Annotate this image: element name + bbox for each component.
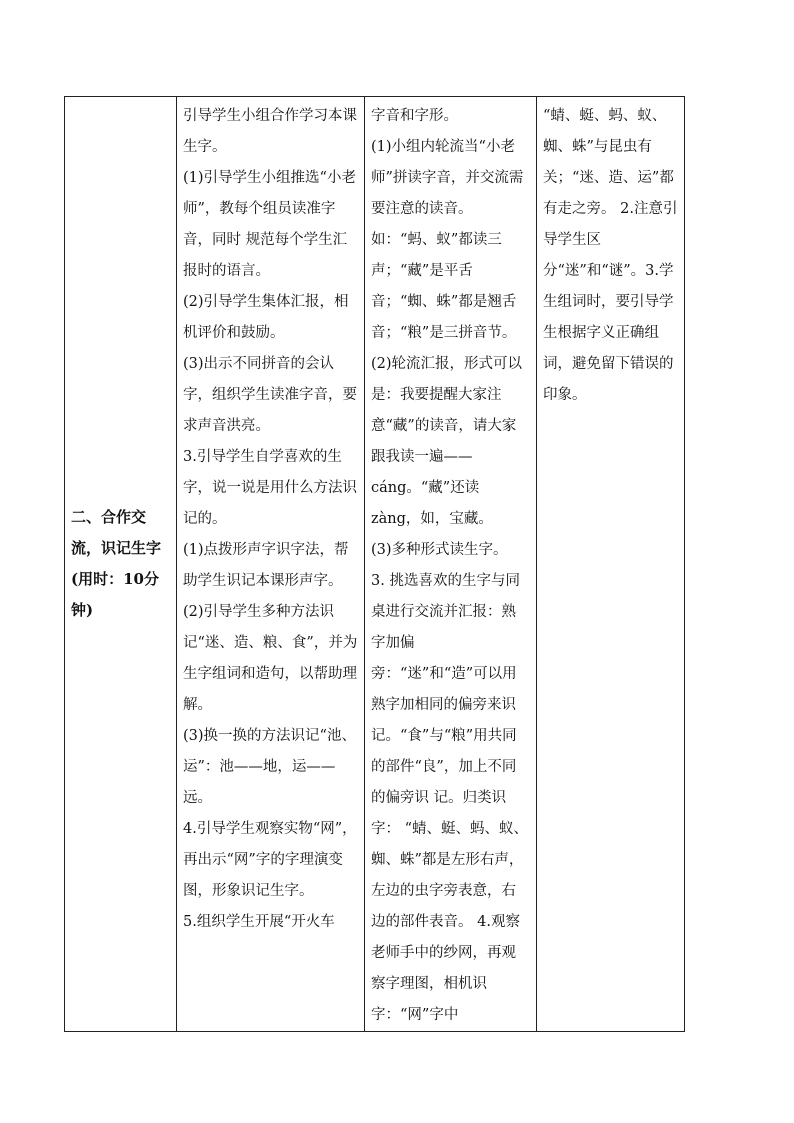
teacher-paragraph: 4.引导学生观察实物“网”，再出示“网”字的字理演变图，形象识记生字。 xyxy=(183,821,357,899)
teacher-paragraph: (1)引导学生小组推选“小老师”，教每个组员读准字音，同时 规范每个学生汇报时的语言。 xyxy=(183,170,356,279)
student-paragraph: 3. 挑选喜欢的生字与同桌进行交流并汇报：熟字加偏旁：“迷”和“造”可以用熟字加相同的偏旁来识记。“食”与“粮”用共同的部件“良”，加上不同的偏旁识 记。归类识字： “蜻、蜓、蚂、蚁、蜘、蛛”都是左形右声，左边的虫字旁表意，右边的部件表音。 4.观察老师手中的纱网，再观察字理图，相机识字：“网”字中 xyxy=(371,573,529,1023)
design-intent-cell xyxy=(537,97,685,1032)
student-activity-cell xyxy=(365,97,537,1032)
teacher-paragraph: 5.组织学生开展“开火车 xyxy=(183,914,335,930)
teacher-paragraph: 引导学生小组合作学习本课生字。 xyxy=(183,108,357,155)
table-row xyxy=(65,97,685,1032)
teacher-paragraph: (3)换一换的方法识记“池、运”：池——地，运——远。 xyxy=(183,728,356,806)
teacher-paragraph: 3.引导学生自学喜欢的生字，说一说是用什么方法识记的。 xyxy=(183,449,357,527)
lesson-plan-table xyxy=(64,96,685,1032)
teacher-paragraph: (1)点拨形声字识字法，帮助学生识记本课形声字。 xyxy=(183,542,349,589)
teacher-paragraph: (2)引导学生多种方法识记“迷、造、粮、食”，并为生字组词和造句，以帮助理解。 xyxy=(183,604,358,713)
design-paragraph: “蜻、蜓、蚂、蚁、蜘、蛛”与昆虫有关；“迷、造、运”都有走之旁。 2.注意引导学生区分“迷”和“谜”。3.学生组词时，要引导学生根据字义正确组词，避免留下错误的印象。 xyxy=(543,108,678,403)
student-paragraph: 字音和字形。 xyxy=(371,108,458,124)
teacher-paragraph: (3)出示不同拼音的会认字，组织学生读准字音，要求声音洪亮。 xyxy=(183,356,357,434)
student-paragraph: (1)小组内轮流当“小老师”拼读字音，并交流需要注意的读音。如：“蚂、蚁”都读三声；“藏”是平舌音；“蜘、蛛”都是翘舌音；“粮”是三拼音节。 xyxy=(371,139,524,341)
student-paragraph: (3)多种形式读生字。 xyxy=(371,542,508,558)
stage-label: 二、合作交流，识记生字(用时：10分钟) xyxy=(71,508,162,619)
teacher-paragraph: (2)引导学生集体汇报，相机评价和鼓励。 xyxy=(183,294,349,341)
student-paragraph: (2)轮流汇报，形式可以是：我要提醒大家注意“藏”的读音，请大家跟我读一遍——cáng。“藏”还读 zàng，如，宝藏。 xyxy=(371,356,523,527)
stage-cell xyxy=(65,97,177,1032)
teacher-activity-cell xyxy=(177,97,365,1032)
